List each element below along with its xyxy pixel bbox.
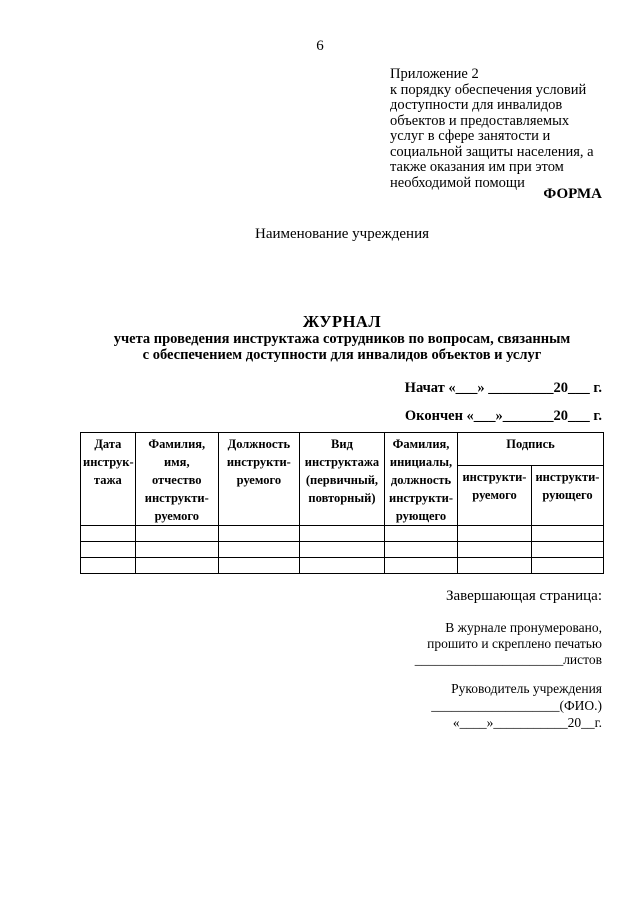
col-header-instructor: Фамилия, инициалы, должность инструкти-рующего: [385, 433, 458, 526]
table-cell: [299, 558, 384, 574]
journal-start-date: Начат «___» _________20___ г.: [404, 380, 602, 396]
head-label: Руководитель учреждения: [451, 681, 602, 696]
appendix-line: социальной защиты населения, а: [390, 143, 594, 160]
appendix-line: Приложение 2: [390, 66, 479, 82]
table-cell: [81, 526, 136, 542]
table-cell: [385, 526, 458, 542]
table-cell: [218, 542, 299, 558]
table-cell: [385, 558, 458, 574]
journal-table: [80, 432, 604, 574]
journal-end-date: Окончен «___»_______20___ г.: [404, 408, 602, 424]
col-header-trainee-name: Фамилия, имя, отчество инструкти-руемого: [135, 433, 218, 526]
closing-line: В журнале пронумеровано,: [445, 620, 602, 635]
head-fio-line: ___________________(ФИО.): [431, 698, 602, 713]
table-header-row: [81, 433, 604, 466]
table-cell: [458, 558, 532, 574]
appendix-line: доступности для инвалидов: [390, 97, 563, 113]
table-cell: [81, 542, 136, 558]
journal-subtitle-line: с обеспечением доступности для инвалидов объектов и услуг: [142, 347, 542, 363]
col-header-signature-trainee: инструкти-руемого: [458, 465, 532, 525]
table-cell: [218, 558, 299, 574]
closing-line: ______________________листов: [414, 652, 602, 667]
journal-title: ЖУРНАЛ: [302, 312, 382, 331]
col-header-signature: Подпись: [458, 433, 604, 466]
table-row: [81, 526, 604, 542]
appendix-line: услуг в сфере занятости и: [390, 128, 551, 144]
head-date-line: «____»___________20__г.: [452, 715, 602, 730]
col-header-briefing-type: Вид инструктажа (первичный, повторный): [299, 433, 384, 526]
table-cell: [385, 542, 458, 558]
table-cell: [531, 558, 603, 574]
table-row: [81, 542, 604, 558]
table-cell: [218, 526, 299, 542]
appendix-line: к порядку обеспечения условий: [390, 81, 587, 98]
appendix-line: объектов и предоставляемых: [390, 112, 570, 129]
journal-subtitle: [0, 331, 640, 363]
closing-page-title: Завершающая страница:: [445, 588, 602, 604]
col-header-signature-instructor: инструкти-рующего: [531, 465, 603, 525]
table-cell: [531, 526, 603, 542]
page-number: 6: [316, 38, 324, 54]
journal-subtitle-line: учета проведения инструктажа сотрудников по вопросам, связанным: [113, 331, 571, 347]
table-cell: [135, 558, 218, 574]
appendix-line: необходимой помощи: [390, 174, 525, 191]
table-cell: [299, 526, 384, 542]
col-header-trainee-position: Должность инструкти-руемого: [218, 433, 299, 526]
table-cell: [135, 526, 218, 542]
table-cell: [531, 542, 603, 558]
col-header-date: Дата инструк-тажа: [81, 433, 136, 526]
head-signature-block: [382, 680, 602, 731]
closing-line: прошито и скреплено печатью: [427, 636, 602, 651]
appendix-line: также оказания им при этом: [390, 159, 564, 175]
form-label: ФОРМА: [543, 186, 602, 202]
table-cell: [458, 542, 532, 558]
table-cell: [135, 542, 218, 558]
institution-name: Наименование учреждения: [254, 226, 429, 242]
table-row: [81, 558, 604, 574]
table-cell: [81, 558, 136, 574]
table-cell: [458, 526, 532, 542]
closing-certification: [382, 620, 602, 668]
table-cell: [299, 542, 384, 558]
appendix-header: [390, 67, 630, 191]
